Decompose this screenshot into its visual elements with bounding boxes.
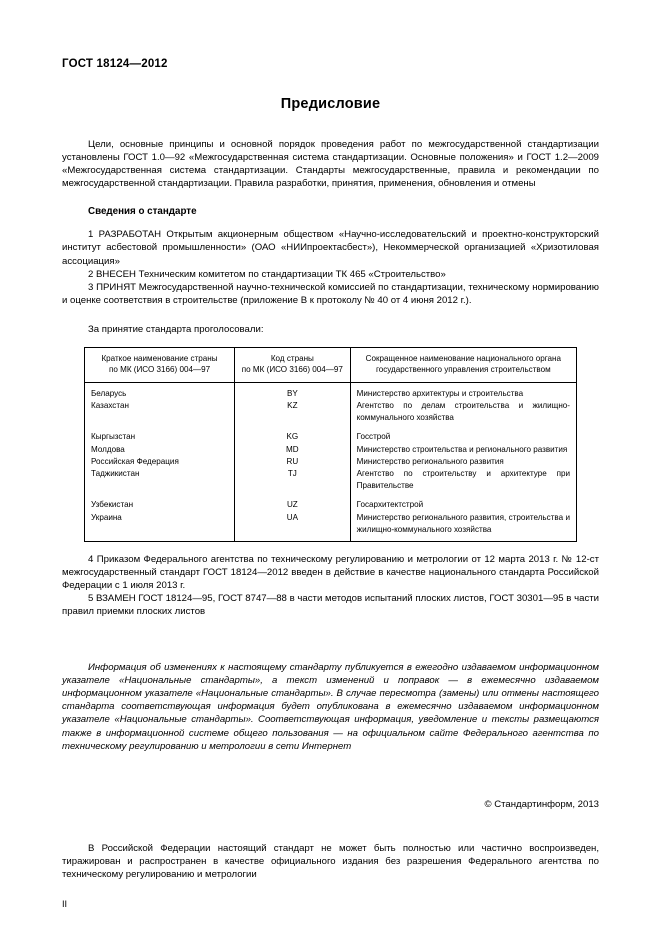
standard-number-header: ГОСТ 18124—2012 (62, 58, 168, 70)
cell-country: Российская Федерация (91, 456, 179, 466)
header-line: государственного управления строительством (375, 365, 551, 375)
info-item-1: 1 РАЗРАБОТАН Открытым акционерным обществом «Научно-исследовательский и проектно-конструкторский институт асбестовой промышленности» (ОАО «НИИпроектасбест»), Некоммерческой организацией «Хризотиловая ассоциация» (62, 229, 599, 267)
spacer (62, 217, 599, 228)
copyright-line: © Стандартинформ, 2013 (484, 798, 599, 810)
spacer (62, 753, 599, 799)
table-row-spacer (85, 424, 577, 431)
table-row (85, 400, 577, 424)
cell-organ: Агентство по делам строительства и жилищно-коммунального хозяйства (350, 400, 576, 424)
cell-organ: Министерство архитектуры и строительства (350, 382, 576, 400)
table-row (85, 444, 577, 456)
cell-code: MD (235, 444, 351, 456)
cell-code: UZ (235, 499, 351, 511)
post-table-item-4: 4 Приказом Федерального агентства по техническому регулированию и метрологии от 12 марта 2013 г. № 12-ст межгосударственный стандарт ГОСТ 18124—2012 введен в действие в качестве национального стандарта Российской Федерации с 1 июля 2013 г. (62, 554, 599, 592)
cell-organ: Министерство строительства и регионального развития (350, 444, 576, 456)
info-item-3: 3 ПРИНЯТ Межгосударственной научно-технической комиссией по стандартизации, техническому нормированию и оценке соответствия в строительстве (приложение В к протоколу № 40 от 4 июня 2012 г.). (62, 281, 599, 306)
cell-country: Таджикистан (91, 469, 140, 479)
table-body (85, 382, 577, 541)
cell-country: Казахстан (91, 401, 129, 411)
header-line: Краткое наименование страны (101, 354, 218, 364)
vote-intro-text: За принятие стандарта проголосовали: (88, 323, 264, 335)
spacer (62, 307, 599, 323)
table-row (85, 512, 577, 542)
table-row (85, 499, 577, 511)
spacer (62, 542, 599, 553)
cell-code: BY (235, 382, 351, 400)
cell-country: Молдова (91, 444, 125, 454)
cell-code: TJ (235, 468, 351, 492)
post-table-item-5: 5 ВЗАМЕН ГОСТ 18124—95, ГОСТ 8747—88 в части методов испытаний плоских листов, ГОСТ 30301—95 в части правил приемки плоских листов (62, 593, 599, 618)
cell-country: Узбекистан (91, 500, 134, 510)
cell-code: RU (235, 456, 351, 468)
cell-country: Украина (91, 512, 122, 522)
header-line: Код страны (270, 354, 314, 364)
spacer (62, 810, 599, 842)
page-title: Предисловие (280, 96, 381, 112)
table-header-row (85, 348, 577, 383)
cell-organ: Госархитектстрой (350, 499, 576, 511)
reproduction-note: В Российской Федерации настоящий стандарт не может быть полностью или частично воспроизведен, тиражирован и распространен в качестве официального издания без разрешения Федерального агентства по техническому регулированию и метрологии (62, 842, 599, 881)
table-row (85, 468, 577, 492)
cell-code: KG (235, 431, 351, 443)
spacer (62, 619, 599, 661)
header-line: по МК (ИСО 3166) 004—97 (108, 365, 211, 375)
header-line: Сокращенное наименование национального органа (365, 354, 562, 364)
cell-organ: Агентство по строительству и архитектуре при Правительстве (350, 468, 576, 492)
page-number: II (62, 899, 68, 910)
intro-paragraph: Цели, основные принципы и основной порядок проведения работ по межгосударственной стандартизации установлены ГОСТ 1.0—92 «Межгосударственная система стандартизации. Основные положения» и ГОСТ 1.2—2009 «Межгосударственная система стандартизации. Стандарты межгосударственные, правила и рекомендации по межгосударственной стандартизации. Правила разработки, принятия, применения, обновления и отмены (62, 139, 599, 190)
cell-organ: Госстрой (350, 431, 576, 443)
cell-organ: Министерство регионального развития (350, 456, 576, 468)
cell-code: UA (235, 512, 351, 542)
vote-table-container (62, 347, 599, 542)
changes-notice-paragraph: Информация об изменениях к настоящему стандарту публикуется в ежегодно издаваемом информационном указателе «Национальные стандарты», а текст изменений и поправок — в ежемесячно издаваемом информационном указателе «Национальные стандарты». В случае пересмотра (замены) или отмены настоящего стандарта соответствующая информация будет опубликована в ежемесячно издаваемом информационном указателе «Национальные стандарты». Соответствующая информация, уведомление и тексты размещаются также в информационной системе общего пользования — на официальном сайте Федерального агентства по техническому регулированию и метрологии в сети Интернет (62, 661, 599, 752)
info-section-heading: Сведения о стандарте (88, 206, 197, 218)
table-header-code (235, 348, 351, 383)
cell-country: Беларусь (91, 388, 127, 398)
cell-organ: Министерство регионального развития, строительства и жилищно-коммунального хозяйства (350, 512, 576, 542)
cell-code: KZ (235, 400, 351, 424)
table-row (85, 456, 577, 468)
info-item-2: 2 ВНЕСЕН Техническим комитетом по стандартизации ТК 465 «Строительство» (88, 268, 446, 280)
header-line: по МК (ИСО 3166) 004—97 (241, 365, 343, 375)
spacer (62, 881, 599, 899)
table-header-organ (350, 348, 576, 383)
table-row (85, 431, 577, 443)
cell-country: Кыргызстан (91, 432, 136, 442)
table-row (85, 382, 577, 400)
country-vote-table (84, 347, 577, 542)
table-row-spacer (85, 492, 577, 499)
table-header-country (85, 348, 235, 383)
